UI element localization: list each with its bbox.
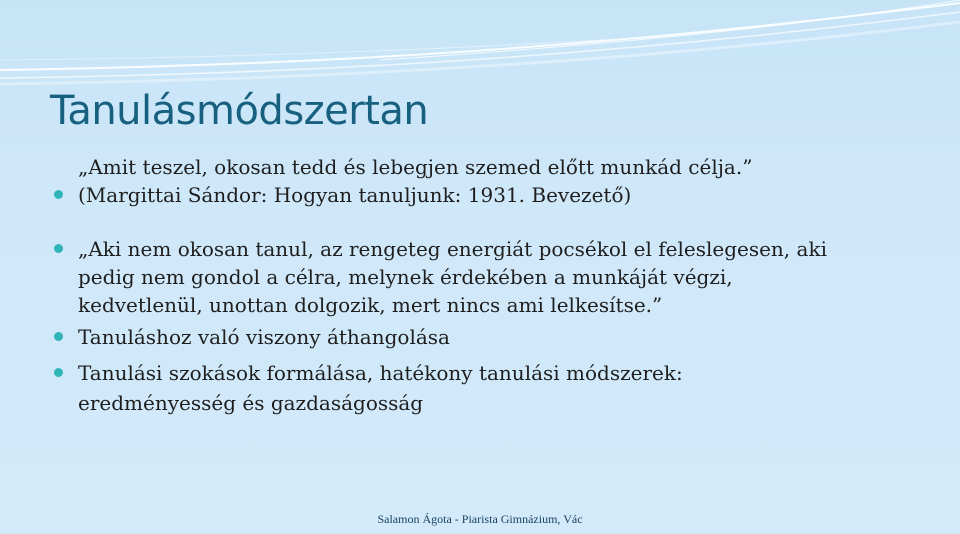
bullet-item-label: eredményesség és gazdaságosság — [78, 391, 424, 415]
quote-line — [52, 153, 942, 181]
bullet-item-quote — [52, 235, 942, 263]
bullet-item-label: kedvetlenül, unottan dolgozik, mert nincs ami lelkesítse.” — [78, 293, 663, 317]
quote-text: „Amit teszel, okosan tedd és lebegjen szemed előtt munkád célja.” — [78, 155, 753, 179]
bullet-item-source — [52, 181, 942, 209]
bullet-item-label: Tanulási szokások formálása, hatékony tanulási módszerek: — [78, 361, 683, 385]
bullet-item-continuation — [52, 389, 942, 417]
bullet-dot-icon — [54, 368, 63, 377]
bullet-item-attitude — [52, 323, 942, 351]
bullet-item-habits — [52, 359, 942, 387]
slide-body — [52, 153, 942, 417]
bullet-dot-icon — [54, 190, 63, 199]
bullet-item-label: (Margittai Sándor: Hogyan tanuljunk: 1931. Bevezető) — [78, 183, 632, 207]
bullet-item-label: Tanuláshoz való viszony áthangolása — [78, 325, 450, 349]
slide-footer: Salamon Ágota - Piarista Gimnázium, Vác — [377, 512, 583, 526]
decorative-swoosh — [0, 0, 960, 90]
bullet-item-continuation — [52, 263, 942, 291]
bullet-item-continuation — [52, 291, 942, 319]
bullet-dot-icon — [54, 244, 63, 253]
bullet-dot-icon — [54, 332, 63, 341]
bullet-item-label: „Aki nem okosan tanul, az rengeteg energiát pocsékol el feleslegesen, aki — [78, 237, 827, 261]
bullet-item-label: pedig nem gondol a célra, melynek érdekében a munkáját végzi, — [78, 265, 733, 289]
slide-title: Tanulásmódszertan — [50, 88, 429, 134]
